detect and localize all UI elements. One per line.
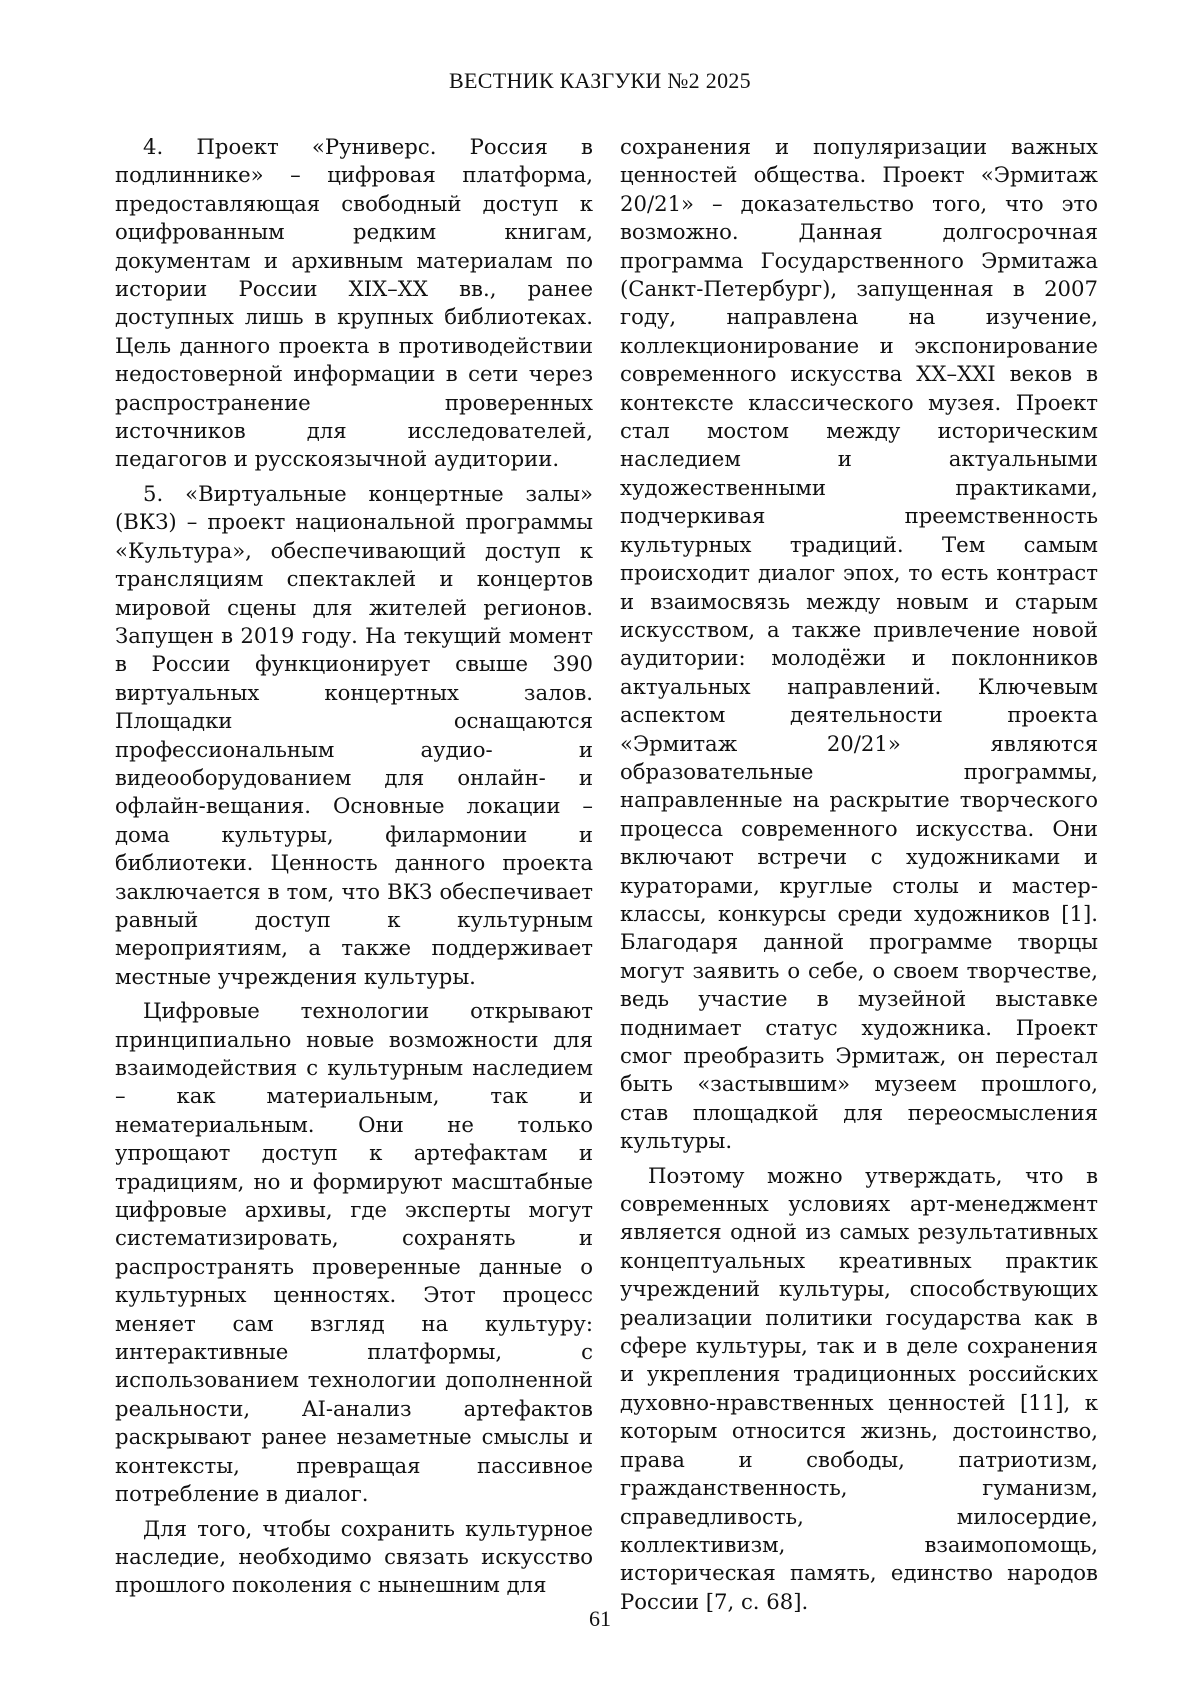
paragraph-runivers-project: 4. Проект «Руниверс. Россия в подлиннике» – цифровая платформа, предоставляющая свободный доступ к оцифрованным редким книгам, документам и архивным материалам по истории России XIX–XX вв., ранее доступных лишь в крупных библиотеках. Цель данного проекта в противодействии недостоверной информации в сети через распространение проверенных источников для исследователей, педагогов и русскоязычной аудитории. [115,134,593,472]
paragraph-digital-technologies: Цифровые технологии открывают принципиально новые возможности для взаимодействия с культурным наследием – как материальным, так и нематериальным. Они не только упрощают доступ к артефактам и традициям, но и формируют масштабные цифровые архивы, где эксперты могут систематизировать, сохранять и распространять проверенные данные о культурных ценностях. Этот процесс меняет сам взгляд на культуру: интерактивные платформы, с использованием технологии дополненной реальности, AI-анализ артефактов раскрывают ранее незаметные смыслы и контексты, превращая пассивное потребление в диалог. [115,998,593,1507]
page-number: 61 [589,1606,611,1631]
paragraph-conclusion: Поэтому можно утверждать, что в современных условиях арт-менеджмент является одной из самых результативных концептуальных креативных практик учреждений культуры, способствующих реализации политики государства как в сфере культуры, так и в деле сохранения и укрепления традиционных российских духовно-нравственных ценностей [11], к которым относится жизнь, достоинство, права и свободы, патриотизм, гражданственность, гуманизм, справедливость, милосердие, коллективизм, взаимопомощь, историческая память, единство народов России [7, с. 68]. [620,1162,1098,1614]
journal-header: ВЕСТНИК КАЗГУКИ №2 2025 [449,68,751,93]
paragraph-virtual-concert-halls: 5. «Виртуальные концертные залы» (ВКЗ) – проект национальной программы «Культура», обеспечивающий доступ к трансляциям спектаклей и концертов мировой сцены для жителей регионов. Запущен в 2019 году. На текущий момент в России функционирует свыше 390 виртуальных концертных залов. Площадки оснащаются профессиональным аудио- и видеооборудованием для онлайн- и офлайн-вещания. Основные локации – дома культуры, филармонии и библиотеки. Ценность данного проекта заключается в том, что ВКЗ обеспечивает равный доступ к культурным мероприятиям, а также поддерживает местные учреждения культуры. [115,480,593,989]
paragraph-preserve-heritage: Для того, чтобы сохранить культурное наследие, необходимо связать искусство прошлого поколения с нынешним для [115,1515,593,1598]
right-column [620,133,1098,1616]
paragraph-hermitage-project: сохранения и популяризации важных ценностей общества. Проект «Эрмитаж 20/21» – доказательство того, что это возможно. Данная долгосрочная программа Государственного Эрмитажа (Санкт-Петербург), запущенная в 2007 году, направлена на изучение, коллекционирование и экспонирование современного искусства XX–XXI веков в контексте классического музея. Проект стал мостом между историческим наследием и актуальными художественными практиками, подчеркивая преемственность культурных традиций. Тем самым происходит диалог эпох, то есть контраст и взаимосвязь между новым и старым искусством, а также привлечение новой аудитории: молодёжи и поклонников актуальных направлений. Ключевым аспектом деятельности проекта «Эрмитаж 20/21» являются образовательные программы, направленные на раскрытие творческого процесса современного искусства. Они включают встречи с художниками и кураторами, круглые столы и мастер-классы, конкурсы среди художников [1]. Благодаря данной программе творцы могут заявить о себе, о своем творчестве, ведь участие в музейной выставке поднимает статус художника. Проект смог преобразить Эрмитаж, он перестал быть «застывшим» музеем прошлого, став площадкой для переосмысления культуры. [620,134,1098,1154]
left-column [115,133,593,1600]
